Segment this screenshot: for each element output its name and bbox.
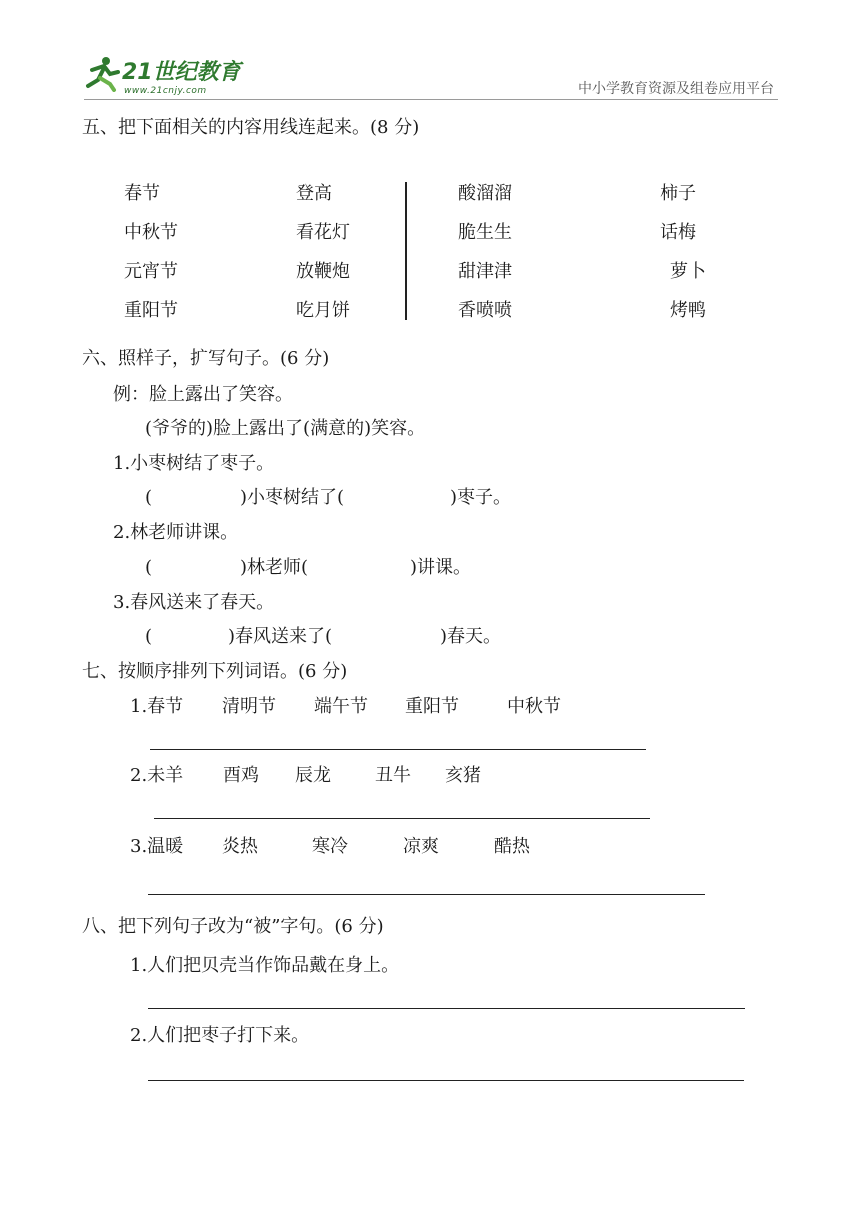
logo bbox=[84, 56, 241, 96]
section8-title: 八、把下列句子改为“被”字句。(6 分) bbox=[82, 916, 384, 937]
order-word: 炎热 bbox=[222, 836, 258, 857]
match-item[interactable]: 话梅 bbox=[660, 222, 696, 243]
section6-title: 六、照样子，扩写句子。(6 分) bbox=[82, 348, 330, 369]
answer-blank[interactable] bbox=[366, 489, 448, 509]
runner-logo-icon bbox=[84, 56, 120, 92]
question-text: 2.人们把枣子打下来。 bbox=[130, 1025, 310, 1046]
answer-line[interactable] bbox=[148, 1080, 744, 1081]
order-word: 丑牛 bbox=[375, 765, 411, 786]
order-word: 寒冷 bbox=[312, 836, 348, 857]
answer-blank[interactable] bbox=[158, 559, 238, 579]
match-item[interactable]: 放鞭炮 bbox=[296, 261, 350, 282]
match-item[interactable]: 柿子 bbox=[660, 183, 696, 204]
answer-mid: )春风送来了( bbox=[228, 626, 333, 647]
question-text: 3.春风送来了春天。 bbox=[113, 592, 275, 613]
logo-site: www.21cnjy.com bbox=[124, 86, 207, 96]
match-item[interactable]: 萝卜 bbox=[670, 261, 706, 282]
answer-line[interactable] bbox=[154, 818, 650, 819]
answer-line[interactable] bbox=[148, 1008, 745, 1009]
match-item[interactable]: 元宵节 bbox=[124, 261, 178, 282]
order-word: 3.温暖 bbox=[130, 836, 184, 857]
order-word: 中秋节 bbox=[507, 696, 561, 717]
answer-end: )春天。 bbox=[440, 626, 502, 647]
question-text: 1.小枣树结了枣子。 bbox=[113, 453, 275, 474]
order-word: 重阳节 bbox=[405, 696, 459, 717]
header-rule bbox=[84, 99, 778, 100]
match-item[interactable]: 中秋节 bbox=[124, 222, 178, 243]
question-text: 1.人们把贝壳当作饰品戴在身上。 bbox=[130, 955, 400, 976]
order-word: 酉鸡 bbox=[223, 765, 259, 786]
match-item[interactable]: 春节 bbox=[124, 183, 160, 204]
paren-open: ( bbox=[145, 626, 153, 647]
logo-text: 21世纪教育 bbox=[122, 60, 241, 85]
match-item[interactable]: 吃月饼 bbox=[296, 300, 350, 321]
answer-blank[interactable] bbox=[158, 628, 226, 648]
order-word: 1.春节 bbox=[130, 696, 184, 717]
answer-end: )讲课。 bbox=[410, 557, 472, 578]
answer-mid: )小枣树结了( bbox=[240, 487, 345, 508]
order-word: 凉爽 bbox=[403, 836, 439, 857]
paren-open: ( bbox=[145, 557, 153, 578]
order-word: 端午节 bbox=[314, 696, 368, 717]
match-item[interactable]: 脆生生 bbox=[458, 222, 512, 243]
example-label: 例：脸上露出了笑容。 bbox=[113, 384, 293, 405]
answer-line[interactable] bbox=[148, 894, 705, 895]
answer-mid: )林老师( bbox=[240, 557, 309, 578]
match-divider bbox=[405, 182, 407, 320]
match-item[interactable]: 重阳节 bbox=[124, 300, 178, 321]
answer-blank[interactable] bbox=[325, 559, 407, 579]
paren-open: ( bbox=[145, 487, 153, 508]
match-item[interactable]: 香喷喷 bbox=[458, 300, 512, 321]
platform-text: 中小学教育资源及组卷应用平台 bbox=[578, 81, 774, 97]
match-item[interactable]: 看花灯 bbox=[296, 222, 350, 243]
order-word: 亥猪 bbox=[445, 765, 481, 786]
answer-end: )枣子。 bbox=[450, 487, 512, 508]
match-item[interactable]: 甜津津 bbox=[458, 261, 512, 282]
order-word: 2.未羊 bbox=[130, 765, 184, 786]
order-word: 酷热 bbox=[494, 836, 530, 857]
section5-title: 五、把下面相关的内容用线连起来。(8 分) bbox=[82, 117, 420, 138]
order-word: 清明节 bbox=[222, 696, 276, 717]
answer-line[interactable] bbox=[150, 749, 646, 750]
section7-title: 七、按顺序排列下列词语。(6 分) bbox=[82, 661, 348, 682]
match-item[interactable]: 烤鸭 bbox=[670, 300, 706, 321]
match-item[interactable]: 酸溜溜 bbox=[458, 183, 512, 204]
example-answer: (爷爷的)脸上露出了(满意的)笑容。 bbox=[145, 418, 426, 439]
question-text: 2.林老师讲课。 bbox=[113, 522, 239, 543]
answer-blank[interactable] bbox=[158, 489, 238, 509]
match-item[interactable]: 登高 bbox=[296, 183, 332, 204]
answer-blank[interactable] bbox=[355, 628, 437, 648]
order-word: 辰龙 bbox=[295, 765, 331, 786]
